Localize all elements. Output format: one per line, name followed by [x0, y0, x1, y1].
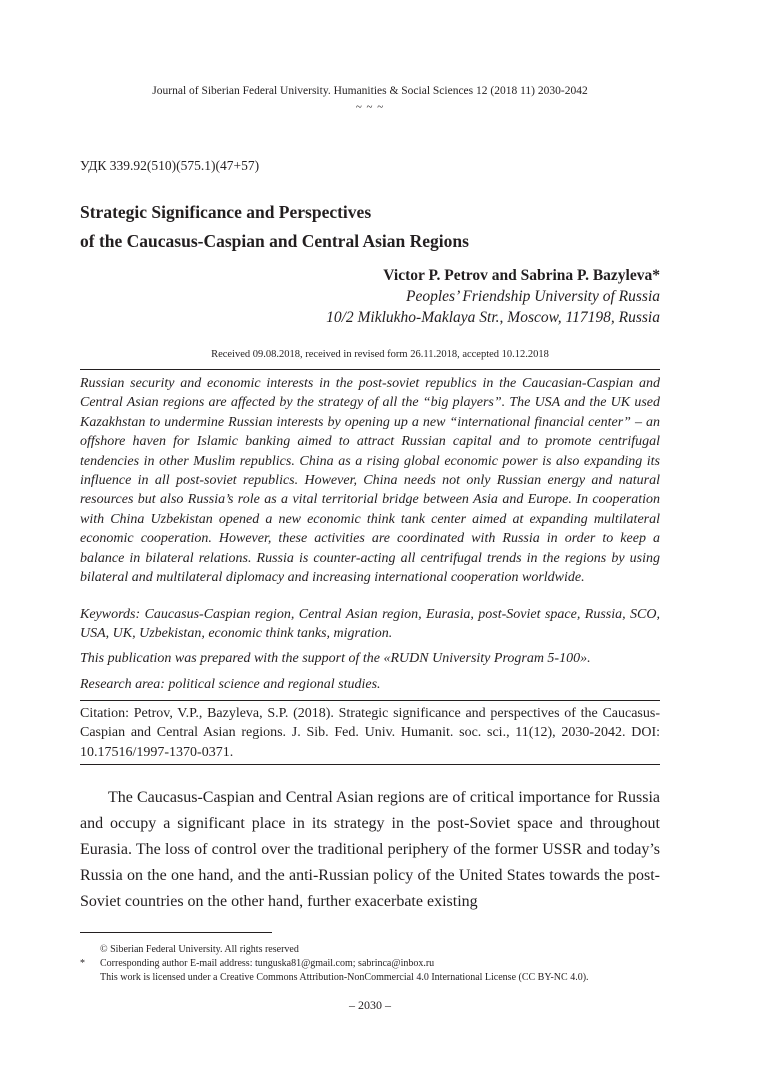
- footnote-asterisk: *: [80, 958, 85, 969]
- corresponding-author: Corresponding author E-mail address: tunguska81@gmail.com; sabrinca@inbox.ru: [100, 958, 435, 969]
- received-dates: Received 09.08.2018, received in revised form 26.11.2018, accepted 10.12.2018: [211, 349, 549, 360]
- title-line-1: Strategic Significance and Perspectives: [80, 202, 372, 222]
- footnote-corresponding: [80, 957, 680, 971]
- affiliation-line-1: Peoples’ Friendship University of Russia: [406, 288, 660, 305]
- citation-top-rule: [80, 700, 660, 701]
- support-note: This publication was prepared with the support of the «RUDN University Program 5-100».: [80, 651, 591, 666]
- research-area: Research area: political science and regional studies.: [80, 677, 381, 692]
- citation-bottom-rule: [80, 764, 660, 765]
- header-divider: ~ ~ ~: [355, 101, 385, 113]
- author-block: [326, 265, 660, 328]
- article-title: [80, 198, 469, 256]
- keywords: Keywords: Caucasus-Caspian region, Central Asian region, Eurasia, post-Soviet space, Russia, SCO, USA, UK, Uzbekistan, economic think tanks, migration.: [80, 607, 660, 642]
- abstract: Russian security and economic interests in the post-soviet republics in the Caucasian-Caspian and Central Asian regions are affected by the strategy of all the “big players”. The USA and the UK used Kazakhstan to undermine Russian interests by opening up a new “international financial center” – an offshore haven for Islamic banking aimed to attract Russian capital and to promote centrifugal tendencies in other Muslim republics. China as a rising global economic power is also expanding its influence in all post-soviet republics. However, China needs not only Russian energy and natural resources but also Russia’s role as a vital territorial bridge between Asia and Europe. In cooperation with China Uzbekistan opened a new economic think tank center aimed at expanding multilateral economic cooperation. However, these activities are coordinated with Russia in order to keep a balance in bilateral relations. Russia is counter-acting all centrifugal trends in the regions by using bilateral and multilateral diplomacy and increasing international cooperation worldwide.: [80, 376, 660, 586]
- title-line-2: of the Caucasus-Caspian and Central Asian Regions: [80, 231, 469, 251]
- footnote-rule: [80, 932, 272, 933]
- authors: Victor P. Petrov and Sabrina P. Bazyleva*: [383, 267, 660, 284]
- footnotes: [80, 943, 680, 985]
- journal-header: Journal of Siberian Federal University. Humanities & Social Sciences 12 (2018 11) 2030-2042: [152, 85, 588, 97]
- udk-code: УДК 339.92(510)(575.1)(47+57): [80, 158, 260, 173]
- affiliation-line-2: 10/2 Miklukho-Maklaya Str., Moscow, 117198, Russia: [326, 309, 660, 326]
- body-paragraph: The Caucasus-Caspian and Central Asian regions are of critical importance for Russia and occupy a significant place in its strategy in the post-Soviet space and throughout Eurasia. The loss of control over the traditional periphery of the former USSR and today’s Russia on the one hand, and the anti-Russian policy of the United States towards the post-Soviet countries on the other hand, further exacerbate existing: [80, 789, 660, 910]
- citation: Citation: Petrov, V.P., Bazyleva, S.P. (2018). Strategic significance and perspectives of the Caucasus-Caspian and Central Asian regions. J. Sib. Fed. Univ. Humanit. soc. sci., 11(12), 2030-2042. DOI: 10.17516/1997-1370-0371.: [80, 706, 660, 760]
- footnote-copyright: © Siberian Federal University. All rights reserved: [100, 944, 299, 955]
- page-number: – 2030 –: [349, 998, 391, 1012]
- footnote-license: This work is licensed under a Creative Commons Attribution-NonCommercial 4.0 International License (CC BY-NC 4.0).: [100, 972, 589, 983]
- abstract-top-rule: [80, 369, 660, 370]
